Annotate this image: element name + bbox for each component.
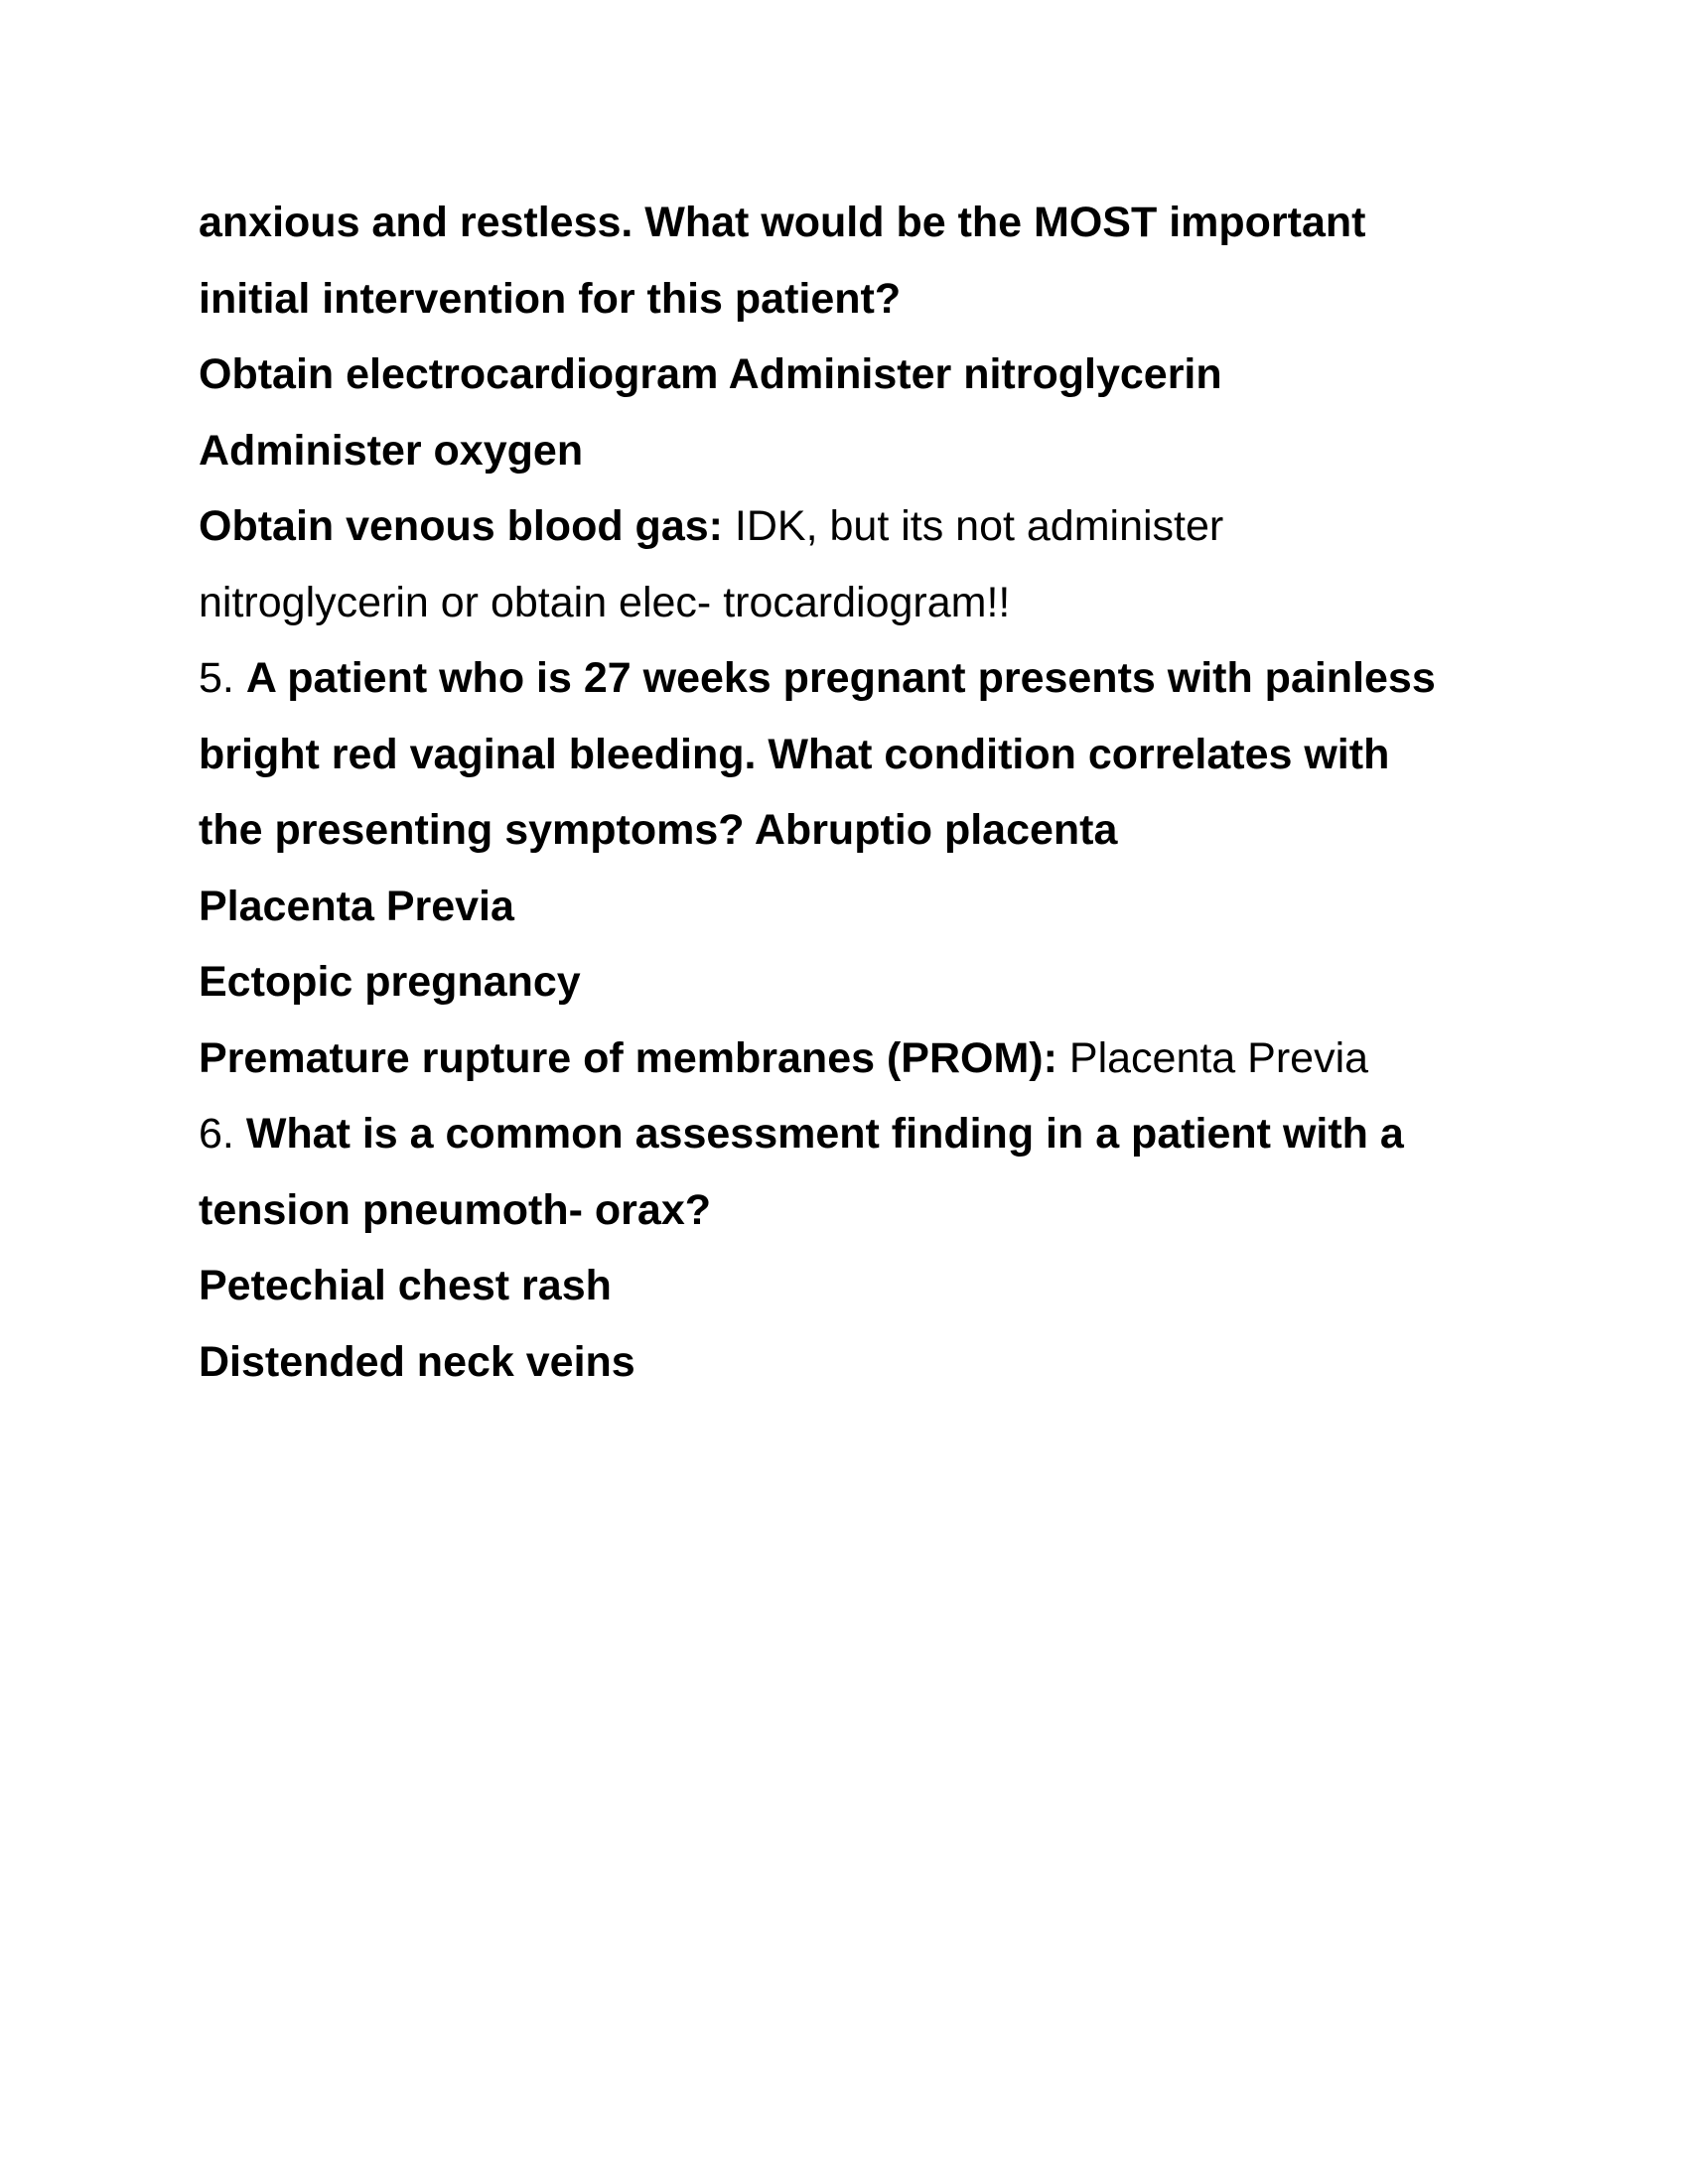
text-line — [199, 1021, 1509, 1097]
text-line — [199, 488, 1509, 565]
answer-option: Placenta Previa — [199, 882, 514, 930]
question-number: 5. — [199, 654, 246, 702]
text-line — [199, 1324, 1509, 1401]
answer-text: nitroglycerin or obtain elec- trocardiogram!! — [199, 578, 1011, 626]
answer-option: Obtain electrocardiogram Administer nitroglycerin — [199, 350, 1222, 398]
answer-option: Obtain venous blood gas: — [199, 502, 723, 550]
answer-option: Premature rupture of membranes (PROM): — [199, 1033, 1057, 1082]
question-text: What is a common assessment finding in a patient with a — [245, 1110, 1404, 1158]
document-page — [199, 185, 1509, 1400]
text-line — [199, 869, 1509, 945]
answer-text: IDK, but its not administer — [722, 502, 1224, 550]
text-line — [199, 565, 1509, 641]
question-number: 6. — [199, 1110, 246, 1158]
question-text: anxious and restless. What would be the MOST important — [199, 199, 1366, 246]
answer-option: Distended neck veins — [199, 1337, 635, 1386]
text-line — [199, 792, 1509, 869]
text-line — [199, 944, 1509, 1021]
question-text: A patient who is 27 weeks pregnant presents with painless — [245, 654, 1436, 702]
answer-text: Placenta Previa — [1056, 1033, 1369, 1082]
text-line — [199, 1248, 1509, 1324]
text-line — [199, 1096, 1509, 1172]
answer-option: Administer oxygen — [199, 426, 584, 475]
question-text: the presenting symptoms? Abruptio placenta — [199, 806, 1118, 854]
question-text: bright red vaginal bleeding. What condition correlates with — [199, 730, 1390, 778]
text-line — [199, 413, 1509, 489]
text-line — [199, 1172, 1509, 1249]
text-line — [199, 261, 1509, 338]
text-line — [199, 337, 1509, 413]
question-text: tension pneumoth- orax? — [199, 1185, 711, 1234]
text-line — [199, 640, 1509, 717]
text-line — [199, 717, 1509, 793]
answer-option: Petechial chest rash — [199, 1262, 612, 1309]
text-line — [199, 185, 1509, 261]
question-text: initial intervention for this patient? — [199, 274, 902, 323]
answer-option: Ectopic pregnancy — [199, 958, 581, 1006]
